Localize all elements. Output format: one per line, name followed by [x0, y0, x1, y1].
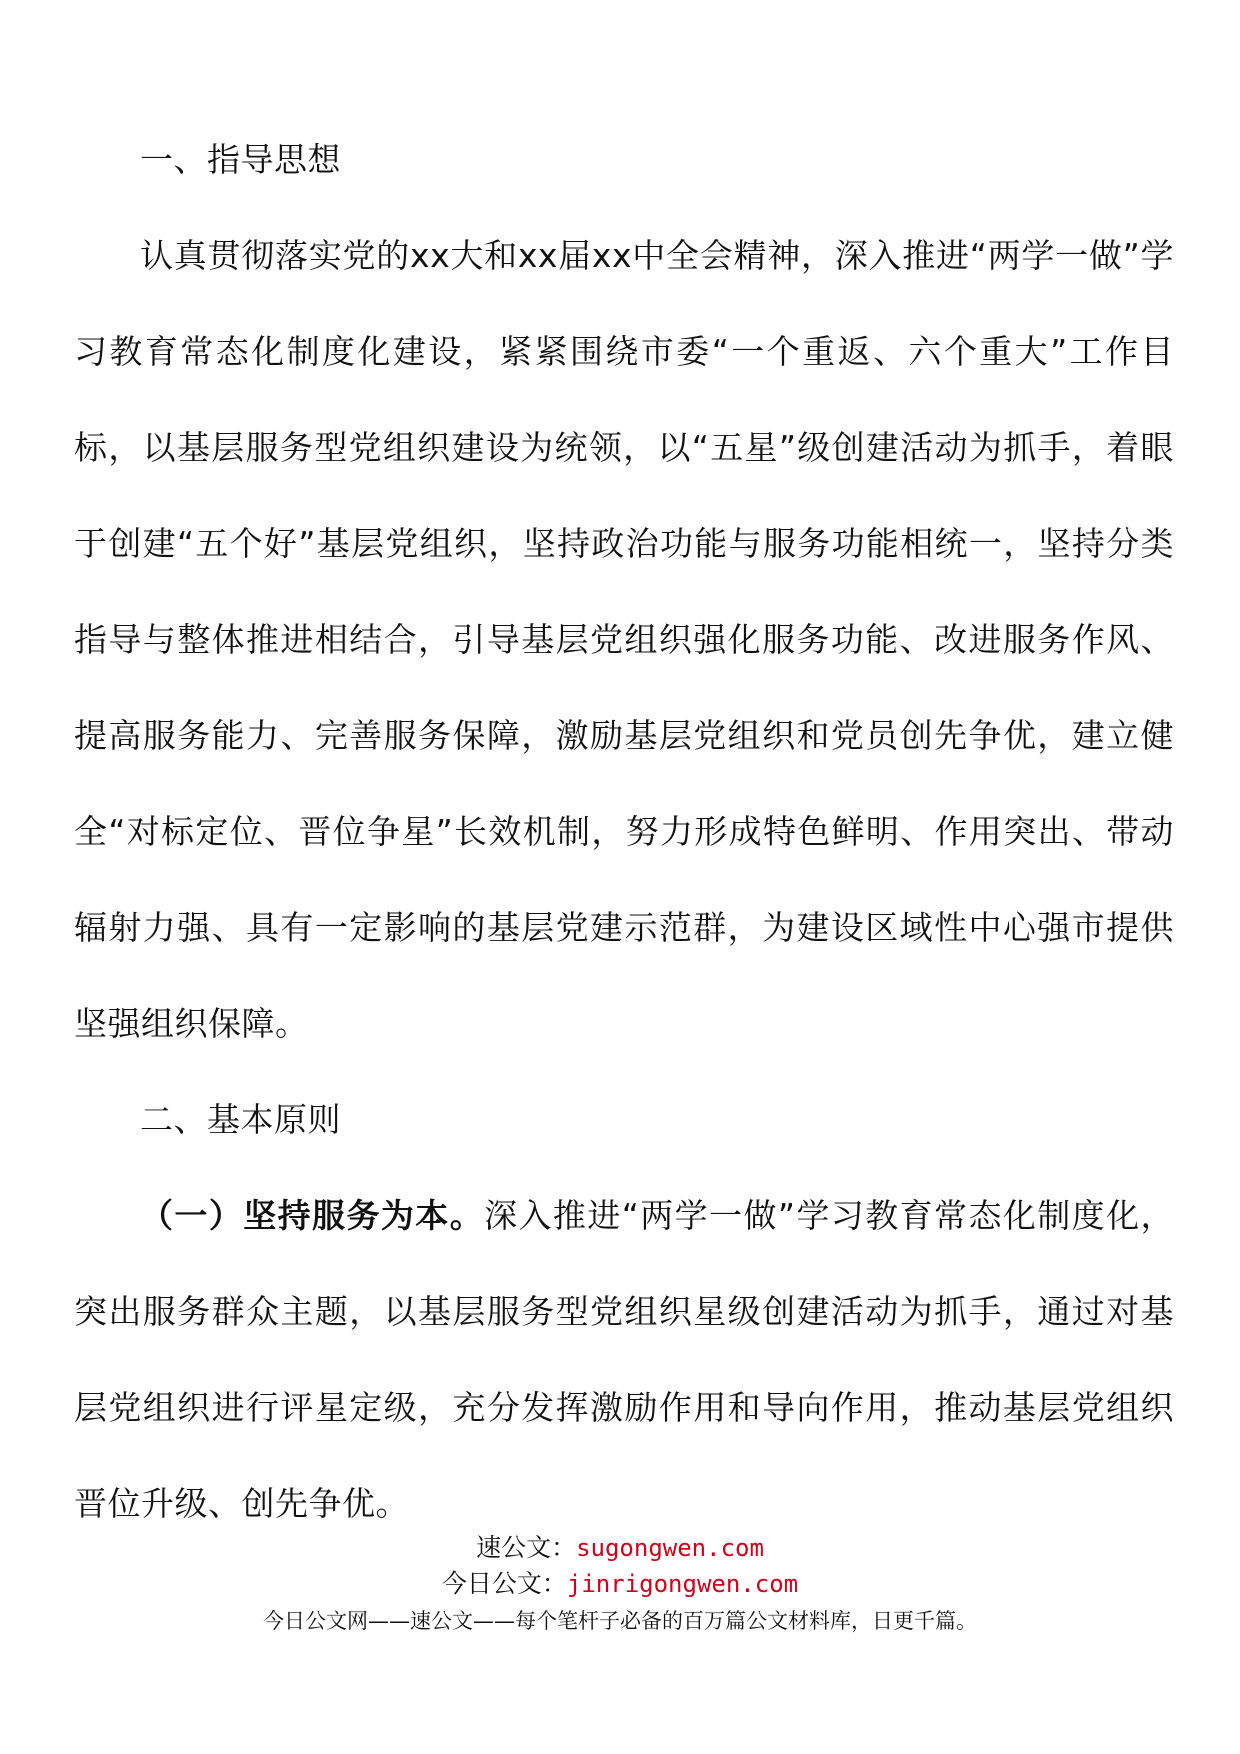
principle-1-paragraph	[74, 1168, 1174, 1552]
footer-link-sugongwen[interactable]: sugongwen.com	[576, 1534, 764, 1562]
footer-line-jinrigongwen	[0, 1566, 1240, 1602]
footer-link-jinrigongwen[interactable]: jinrigongwen.com	[566, 1570, 799, 1598]
guiding-ideology-paragraph: 认真贯彻落实党的xx大和xx届xx中全会精神，深入推进“两学一做”学习教育常态化制度化建设，紧紧围绕市委“一个重返、六个重大”工作目标，以基层服务型党组织建设为统领，以“五星”级创建活动为抓手，着眼于创建“五个好”基层党组织，坚持政治功能与服务功能相统一，坚持分类指导与整体推进相结合，引导基层党组织强化服务功能、改进服务作风、提高服务能力、完善服务保障，激励基层党组织和党员创先争优，建立健全“对标定位、晋位争星”长效机制，努力形成特色鲜明、作用突出、带动辐射力强、具有一定影响的基层党建示范群，为建设区域性中心强市提供坚强组织保障。	[74, 236, 1174, 1043]
footer-label-sugongwen: 速公文：	[476, 1533, 577, 1562]
section-heading-guiding-ideology: 一、指导思想	[140, 140, 341, 179]
footer-label-jinrigongwen: 今日公文：	[441, 1569, 567, 1598]
principle-1-body: 深入推进“两学一做”学习教育常态化制度化，突出服务群众主题，以基层服务型党组织星级创建活动为抓手，通过对基层党组织进行评星定级，充分发挥激励作用和导向作用，推动基层党组织晋位升级、创先争优。	[74, 1196, 1174, 1523]
watermark-footer	[0, 1530, 1240, 1638]
footer-line-sugongwen	[0, 1530, 1240, 1566]
footer-slogan: 今日公文网——速公文——每个笔杆子必备的百万篇公文材料库，日更千篇。	[263, 1609, 977, 1633]
principle-1-lead: （一）坚持服务为本。	[140, 1196, 485, 1235]
document-body	[74, 112, 1174, 1552]
section-heading-basic-principles: 二、基本原则	[140, 1100, 341, 1139]
